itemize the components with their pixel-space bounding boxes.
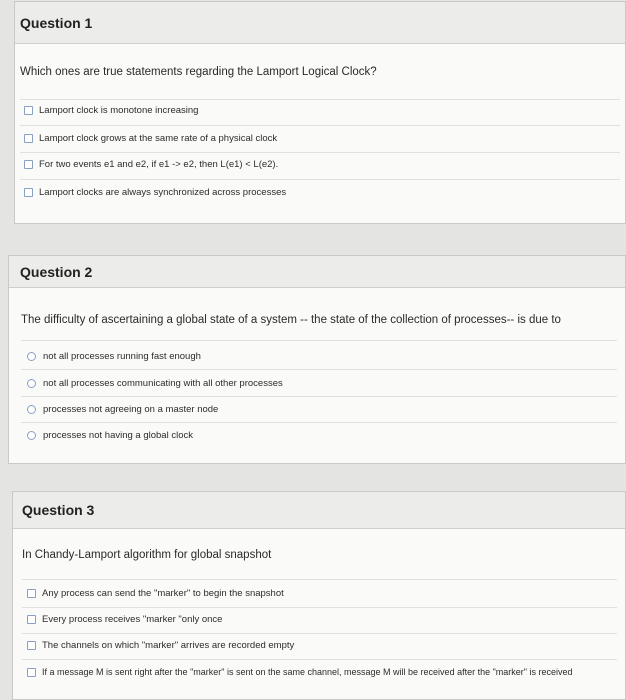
option-label: Lamport clocks are always synchronized across processes (39, 187, 287, 198)
option-label: processes not agreeing on a master node (43, 404, 219, 415)
question-prompt: In Chandy-Lamport algorithm for global snapshot (22, 549, 272, 561)
question-card-3 (12, 491, 626, 700)
radio-button[interactable] (27, 431, 36, 440)
option-label: not all processes communicating with all other processes (43, 378, 283, 389)
question-prompt: Which ones are true statements regarding the Lamport Logical Clock? (20, 66, 377, 78)
divider (21, 396, 617, 397)
option-4[interactable] (27, 667, 573, 677)
divider (20, 152, 620, 153)
radio-button[interactable] (27, 405, 36, 414)
question-header (15, 2, 625, 44)
question-title: Question 1 (20, 14, 93, 31)
divider (20, 125, 620, 126)
radio-button[interactable] (27, 352, 36, 361)
option-label: Lamport clock grows at the same rate of a physical clock (39, 133, 278, 144)
option-label: processes not having a global clock (43, 430, 193, 441)
divider (21, 340, 617, 341)
divider (20, 179, 620, 180)
checkbox[interactable] (24, 188, 33, 197)
checkbox[interactable] (27, 641, 36, 650)
option-label: Every process receives "marker "only once (42, 614, 223, 625)
option-label: not all processes running fast enough (43, 351, 201, 362)
question-title: Question 3 (22, 502, 95, 518)
option-3[interactable] (24, 159, 278, 170)
option-1[interactable] (24, 105, 198, 116)
question-prompt: The difficulty of ascertaining a global state of a system -- the state of the collection of processes-- is due to (21, 314, 561, 326)
checkbox[interactable] (24, 160, 33, 169)
checkbox[interactable] (27, 589, 36, 598)
checkbox[interactable] (24, 106, 33, 115)
option-3[interactable] (27, 640, 294, 651)
option-2[interactable] (27, 614, 222, 625)
divider (22, 607, 617, 608)
option-1[interactable] (27, 588, 284, 599)
option-label: Any process can send the "marker" to begin the snapshot (42, 588, 284, 599)
question-title: Question 2 (20, 263, 93, 280)
divider (21, 369, 617, 370)
question-card-1 (14, 1, 626, 224)
checkbox[interactable] (27, 668, 36, 677)
checkbox[interactable] (27, 615, 36, 624)
option-1[interactable] (27, 351, 201, 362)
question-header (13, 492, 625, 529)
divider (22, 633, 617, 634)
divider (20, 99, 620, 100)
option-4[interactable] (27, 430, 193, 441)
divider (21, 422, 617, 423)
option-label: If a message M is sent right after the "marker" is sent on the same channel, message M will be received after the "marker" is received (42, 667, 573, 677)
option-label: The channels on which "marker" arrives are recorded empty (42, 640, 295, 651)
question-header (9, 256, 625, 288)
divider (22, 659, 617, 660)
divider (22, 579, 617, 580)
radio-button[interactable] (27, 379, 36, 388)
option-4[interactable] (24, 187, 286, 198)
option-3[interactable] (27, 404, 218, 415)
question-card-2 (8, 255, 626, 464)
checkbox[interactable] (24, 134, 33, 143)
option-2[interactable] (24, 133, 277, 144)
option-label: Lamport clock is monotone increasing (39, 105, 199, 116)
option-2[interactable] (27, 378, 283, 389)
option-label: For two events e1 and e2, if e1 -> e2, then L(e1) < L(e2). (39, 159, 279, 170)
